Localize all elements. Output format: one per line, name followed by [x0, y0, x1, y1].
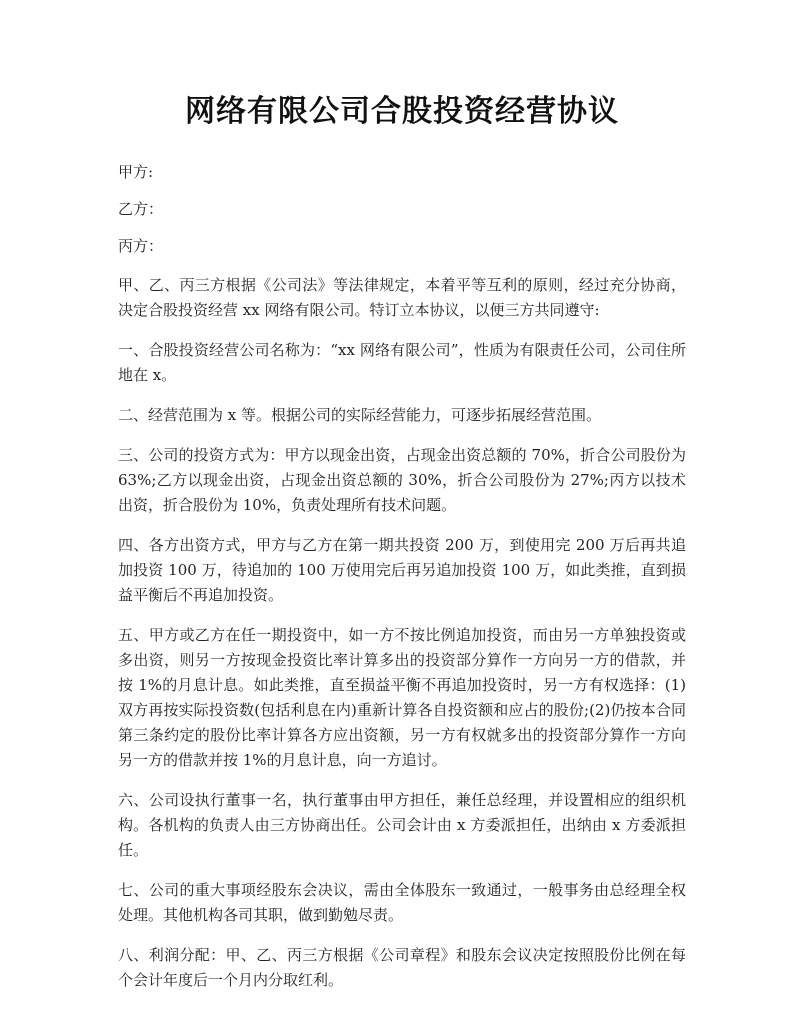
clause-1-company-name: 一、合股投资经营公司名称为：“xx 网络有限公司”，性质为有限责任公司，公司住所地在 x。 [118, 341, 686, 384]
party-c-line: 丙方： [118, 237, 164, 255]
clause-2-business-scope: 二、经营范围为 x 等。根据公司的实际经营能力，可逐步拓展经营范围。 [118, 406, 601, 424]
clause-6-executive-director: 六、公司设执行董事一名，执行董事由甲方担任，兼任总经理，并设置相应的组织机构。各机构的负责人由三方协商出任。公司会计由 x 方委派担任，出纳由 x 方委派担任。 [118, 791, 686, 859]
clause-3-investment-method: 三、公司的投资方式为：甲方以现金出资，占现金出资总额的 70%，折合公司股份为 63%;乙方以现金出资，占现金出资总额的 30%，折合公司股份为 27%;丙方以技术出资，折合股份为 10%，负责处理所有技术问题。 [118, 446, 686, 514]
preamble-paragraph: 甲、乙、丙三方根据《公司法》等法律规定，本着平等互利的原则，经过充分协商，决定合股投资经营 xx 网络有限公司。特订立本协议，以便三方共同遵守: [118, 276, 686, 319]
party-a-line: 甲方: [118, 163, 154, 181]
document-title: 网络有限公司合股投资经营协议 [185, 94, 619, 129]
clause-8-profit-distribution: 八、利润分配：甲、乙、丙三方根据《公司章程》和股东会议决定按照股份比例在每个会计年度后一个月内分取红利。 [118, 946, 686, 989]
clause-5-additional-investment: 五、甲方或乙方在任一期投资中，如一方不按比例追加投资，而由另一方单独投资或多出资，则另一方按现金投资比率计算多出的投资部分算作一方向另一方的借款，并按 1%的月息计息。如此类推，直至损益平衡不再追加投资时，另一方有权选择：(1)双方再按实际投资数(包括利息在内)重新计算各自投资额和应占的股份;(2)仍按本合同第三条约定的股份比率计算各方应出资额，另一方有权就多出的投资部分算作一方向另一方的借款并按 1%的月息计息，向一方追讨。 [118, 626, 686, 769]
clause-4-capital-contribution: 四、各方出资方式，甲方与乙方在第一期共投资 200 万，到使用完 200 万后再共追加投资 100 万，待追加的 100 万使用完后再另追加投资 100 万，如此类推，直到损益平衡后不再追加投资。 [118, 536, 686, 604]
clause-7-major-matters: 七、公司的重大事项经股东会决议，需由全体股东一致通过，一般事务由总经理全权处理。其他机构各司其职，做到勤勉尽责。 [118, 881, 686, 924]
party-b-line: 乙方： [118, 200, 164, 218]
